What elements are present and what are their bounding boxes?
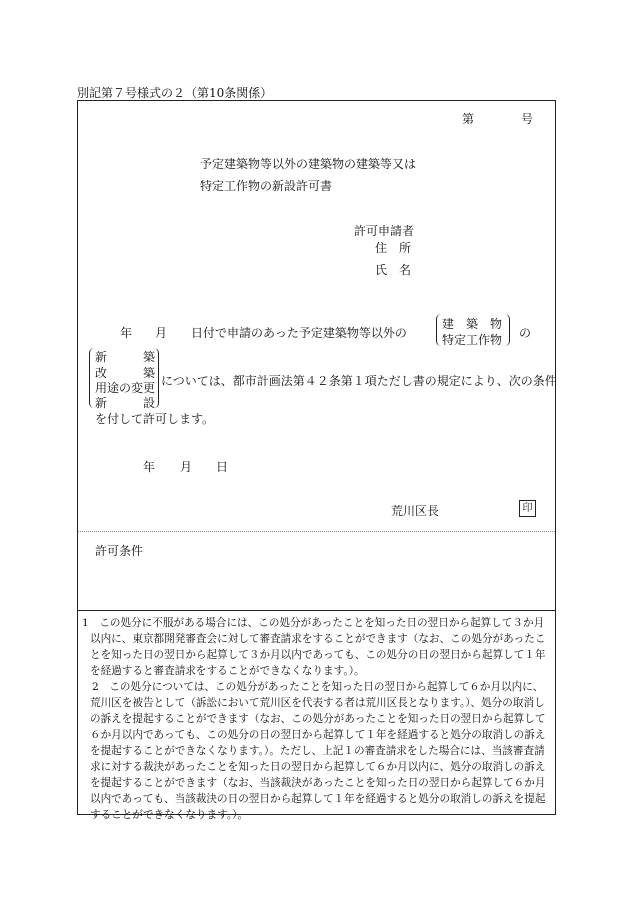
applicant-name-label: 氏 名 — [375, 263, 412, 277]
action-choice-rebuild: 改 築 — [95, 366, 156, 380]
issue-year: 年 — [143, 460, 156, 474]
issue-day: 日 — [216, 460, 229, 474]
issue-month: 月 — [180, 460, 193, 474]
number-go: 号 — [521, 112, 534, 126]
seal-mark: 印 — [519, 500, 536, 517]
permit-form — [77, 100, 557, 821]
object-choice-building: 建 築 物 — [442, 317, 503, 331]
title-line2: 特定工作物の新設許可書 — [200, 179, 333, 193]
notes — [82, 615, 552, 823]
title-line1: 予定建築物等以外の建築物の建築等又は — [200, 157, 417, 171]
conditions-label: 許可条件 — [95, 544, 144, 558]
applicant-address-label: 住 所 — [375, 241, 412, 255]
action-choice-new-install: 新 設 — [95, 396, 156, 410]
issuer-title: 荒川区長 — [391, 504, 440, 518]
action-choice-new-build: 新 築 — [95, 350, 156, 364]
body-month: 月 — [155, 326, 168, 340]
object-choice-structure: 特定工作物 — [442, 333, 503, 347]
body-date-text: 日付で申請のあった予定建築物等以外の — [191, 326, 407, 340]
body-year: 年 — [120, 326, 133, 340]
conditions-divider — [78, 531, 555, 532]
applicant-heading: 許可申請者 — [354, 224, 415, 238]
notes-divider — [78, 610, 555, 611]
action-choice-change-use: 用途の変更 — [95, 381, 156, 395]
form-caption: 別記第７号様式の２（第10条関係） — [77, 86, 273, 100]
note-2: 2 この処分については、この処分があったことを知った日の翌日から起算して６か月以内に、荒川区を被告として（訴訟において荒川区を代表する者は荒川区長となります。）、処分の取消しの訴えを提起することができます（なお、この処分があったことを知った日の翌日から起算して６か月以内であっても、この処分の日の翌日から起算して１年を経過すると処分の取消しの訴えを提起することができなくなります。）。ただし、上記１の審査請求をした場合には、当該審査請求に対する裁決があったことを知った日の翌日から起算して６か月以内に、処分の取消しの訴えを提起することができます（なお、当該裁決があったことを知った日の翌日から起算して６か月以内であっても、当該裁決の日の翌日から起算して１年を経過すると処分の取消しの訴えを提起することができなくなります。）。 — [90, 681, 546, 821]
note-1: 1 この処分に不服がある場合には、この処分があったことを知った日の翌日から起算して３か月以内に、東京都開発審査会に対して審査請求をすることができます（なお、この処分があったことを知った日の翌日から起算して３か月以内であっても、この処分の日の翌日から起算して１年を経過すると審査請求をすることができなくなります。）。 — [82, 617, 546, 677]
number-dai: 第 — [462, 112, 475, 126]
body-line2: については、都市計画法第４２条第１項ただし書の規定により、次の条件 — [161, 374, 557, 388]
body-line3: を付して許可します。 — [95, 412, 215, 426]
body-no: の — [519, 326, 532, 340]
